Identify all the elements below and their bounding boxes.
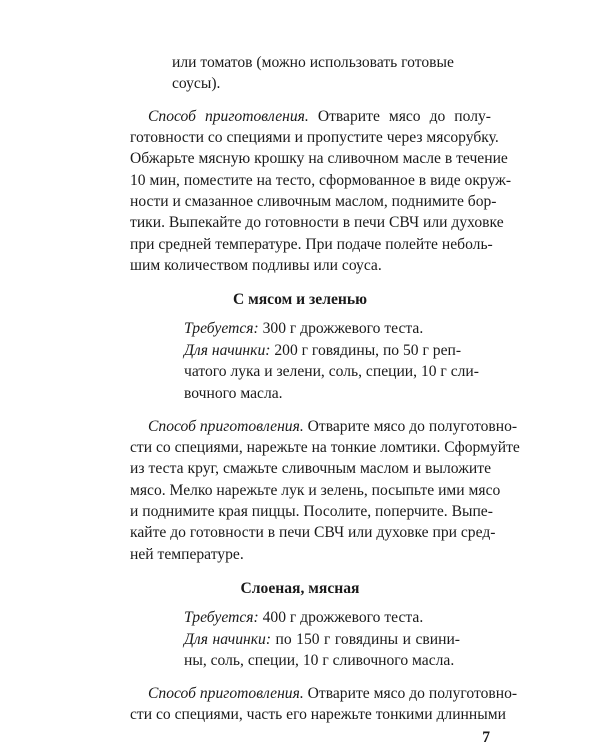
method-text: Отварите мясо до полу- bbox=[308, 108, 492, 125]
filling-line: вочного масла. bbox=[184, 385, 283, 402]
recipe-title: Слоеная, мясная bbox=[240, 580, 360, 597]
method-text: Отварите мясо до полуготовно- bbox=[303, 418, 518, 435]
method-label: Способ приготовления. bbox=[148, 108, 309, 125]
method-line bbox=[148, 684, 518, 703]
method-line: шим количеством подливы или соуса. bbox=[130, 257, 382, 274]
required-line bbox=[184, 608, 423, 627]
method-line: из теста круг, смажьте сливочным маслом и выложите bbox=[130, 460, 491, 477]
method-line: ней температуре. bbox=[130, 546, 244, 563]
recipe-title: С мясом и зеленью bbox=[232, 291, 368, 308]
method-line: сти со специями, нарежьте на тонкие ломтики. Сформуйте bbox=[130, 439, 520, 456]
method-text: Отварите мясо до полуготовно- bbox=[303, 685, 518, 702]
method-line bbox=[148, 417, 518, 436]
method-line: Обжарьте мясную крошку на сливочном масле в течение bbox=[130, 150, 508, 167]
method-line: сти со специями, часть его нарежьте тонкими длинными bbox=[130, 706, 506, 723]
filling-line bbox=[184, 630, 460, 649]
filling-line: ны, соль, специи, 10 г сливочного масла. bbox=[184, 652, 455, 669]
filling-text: 200 г говядины, по 50 г реп- bbox=[270, 342, 462, 359]
method-line: мясо. Мелко нарежьте лук и зелень, посыпьте ими мясо bbox=[130, 482, 501, 499]
filling-text: по 150 г говядины и свини- bbox=[271, 631, 460, 648]
page-number: 7 bbox=[482, 729, 490, 746]
filling-line: чатого лука и зелени, соль, специи, 10 г сли- bbox=[184, 363, 479, 380]
method-line: готовности со специями и пропустите через мясорубку. bbox=[130, 129, 499, 146]
method-label: Способ приготовления. bbox=[148, 418, 304, 435]
method-line: и поднимите края пиццы. Посолите, поперчите. Выпе- bbox=[130, 503, 493, 520]
filling-label: Для начинки: bbox=[184, 342, 271, 359]
method-line: ности и смазанное сливочным маслом, поднимите бор- bbox=[130, 193, 497, 210]
required-text: 300 г дрожжевого теста. bbox=[258, 320, 424, 337]
method-line: тики. Выпекайте до готовности в печи СВЧ или духовке bbox=[130, 214, 504, 231]
method-line: 10 мин, поместите на тесто, сформованное в виде окруж- bbox=[130, 172, 512, 189]
method-line: кайте до готовности в печи СВЧ или духовке при сред- bbox=[130, 524, 496, 541]
method-line bbox=[148, 107, 491, 126]
required-label: Требуется: bbox=[184, 609, 259, 626]
filling-line bbox=[184, 341, 460, 360]
filling-label: Для начинки: bbox=[184, 631, 272, 648]
method-line: при средней температуре. При подаче полейте неболь- bbox=[130, 236, 493, 253]
required-label: Требуется: bbox=[184, 320, 259, 337]
intro-line: или томатов (можно использовать готовые bbox=[172, 54, 454, 71]
method-label: Способ приготовления. bbox=[148, 685, 304, 702]
required-text: 400 г дрожжевого теста. bbox=[258, 609, 424, 626]
intro-line: соусы). bbox=[172, 75, 221, 92]
required-line bbox=[184, 319, 423, 338]
